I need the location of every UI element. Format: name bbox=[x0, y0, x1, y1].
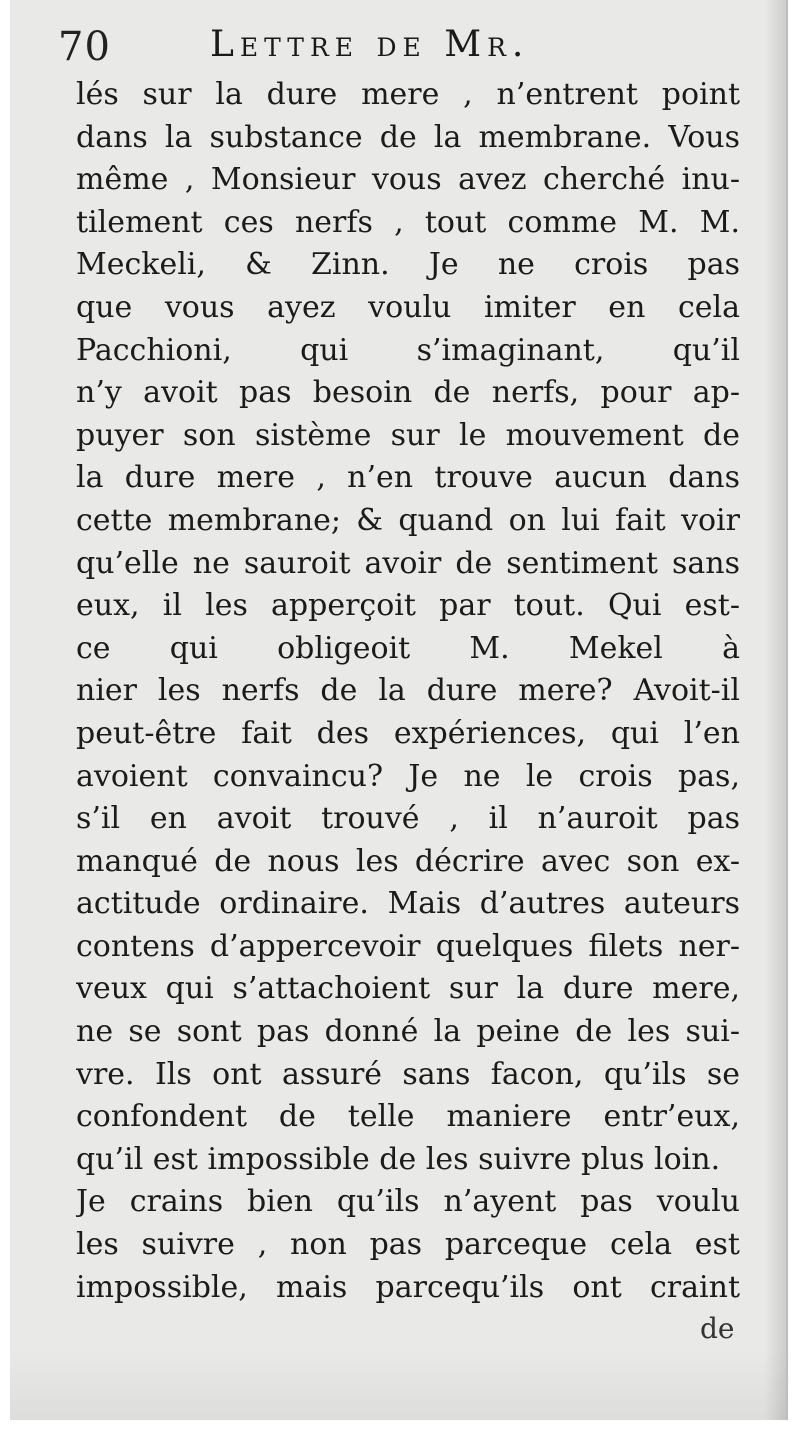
text-line: la dure mere , n’en trouve aucun dans bbox=[76, 460, 740, 496]
text-line: dans la substance de la membrane. Vous bbox=[76, 119, 740, 155]
text-line: contens d’appercevoir quelques filets ner- bbox=[76, 928, 740, 964]
body-text bbox=[76, 74, 740, 1309]
text-line: peut-être fait des expériences, qui l’en bbox=[76, 715, 740, 751]
catchword: de bbox=[700, 1312, 735, 1345]
text-line: Meckeli, & Zinn. Je ne crois pas bbox=[76, 247, 740, 283]
text-line: que vous ayez voulu imiter en cela bbox=[76, 289, 740, 325]
text-line: eux, il les apperçoit par tout. Qui est- bbox=[76, 588, 740, 624]
text-line: actitude ordinaire. Mais d’autres auteurs bbox=[76, 886, 740, 922]
text-line: ce qui obligeoit M. Mekel à bbox=[76, 630, 740, 666]
text-line: avoient convaincu? Je ne le crois pas, bbox=[76, 758, 740, 794]
page-edge-shadow bbox=[764, 0, 786, 1420]
text-line: s’il en avoit trouvé , il n’auroit pas bbox=[76, 801, 740, 837]
text-line: impossible, mais parcequ’ils ont craint bbox=[76, 1269, 740, 1305]
text-line: ne se sont pas donné la peine de les sui- bbox=[76, 1014, 740, 1050]
text-line: Je crains bien qu’ils n’ayent pas voulu bbox=[76, 1184, 740, 1220]
text-line: tilement ces nerfs , tout comme M. M. bbox=[76, 204, 740, 240]
text-line: qu’il est impossible de les suivre plus loin. bbox=[76, 1141, 721, 1177]
text-line: les suivre , non pas parceque cela est bbox=[76, 1227, 740, 1263]
page-header bbox=[58, 20, 738, 80]
text-line: nier les nerfs de la dure mere? Avoit-il bbox=[76, 673, 740, 709]
text-line: même , Monsieur vous avez cherché inu- bbox=[76, 162, 740, 198]
running-head: Lettre de Mr. bbox=[210, 24, 530, 65]
page-number: 70 bbox=[58, 24, 111, 70]
text-line: manqué de nous les décrire avec son ex- bbox=[76, 843, 740, 879]
page-bottom-shade bbox=[10, 1350, 786, 1420]
book-page bbox=[10, 0, 788, 1420]
text-line: qu’elle ne sauroit avoir de sentiment sans bbox=[76, 545, 740, 581]
text-line: n’y avoit pas besoin de nerfs, pour ap- bbox=[76, 375, 740, 411]
text-line: Pacchioni, qui s’imaginant, qu’il bbox=[76, 332, 740, 368]
text-line: cette membrane; & quand on lui fait voir bbox=[76, 502, 740, 538]
text-line: veux qui s’attachoient sur la dure mere, bbox=[76, 971, 740, 1007]
text-line: confondent de telle maniere entr’eux, bbox=[76, 1099, 740, 1135]
text-line: puyer son sistème sur le mouvement de bbox=[76, 417, 740, 453]
text-line: vre. Ils ont assuré sans facon, qu’ils se bbox=[76, 1056, 740, 1092]
text-line: lés sur la dure mere , n’entrent point bbox=[76, 77, 740, 112]
